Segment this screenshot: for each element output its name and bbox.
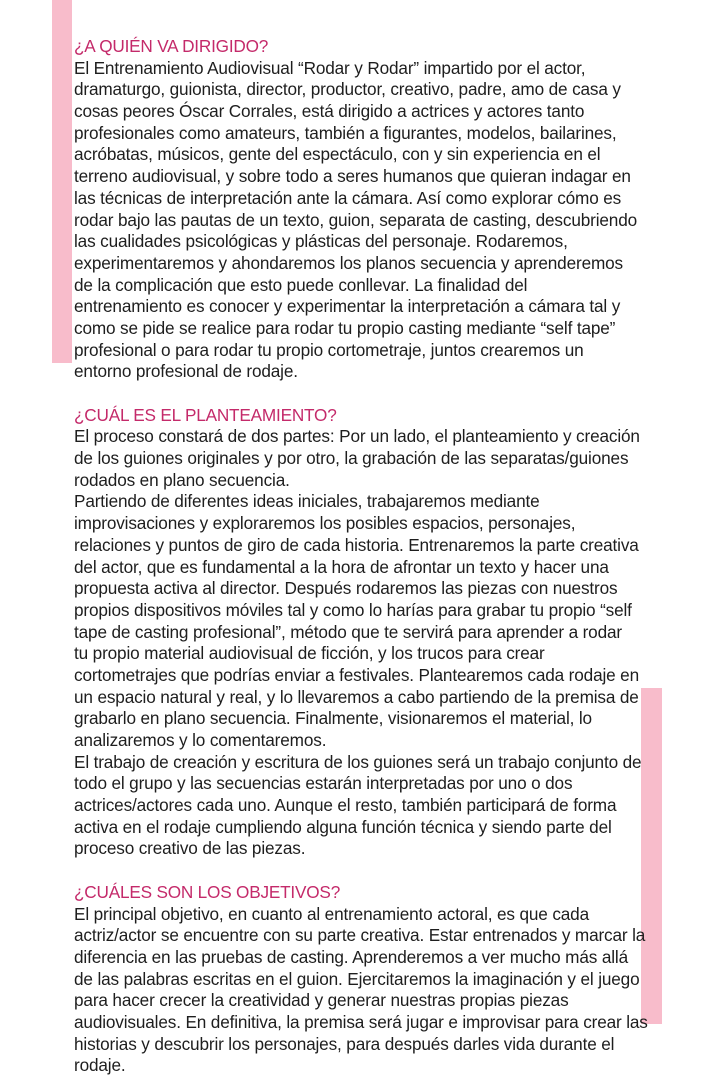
- section-heading: ¿A QUIÉN VA DIRIGIDO?: [74, 36, 269, 56]
- paragraph-line: proceso creativo de las piezas.: [74, 838, 306, 859]
- paragraph-line: cortometrajes que podrías enviar a festivales. Plantearemos cada rodaje en: [74, 664, 640, 685]
- section-heading: ¿CUÁLES SON LOS OBJETIVOS?: [74, 881, 341, 902]
- paragraph-line: las técnicas de interpretación ante la cámara. Así como explorar cómo es: [74, 187, 622, 208]
- paragraph-line: historias y descubrir los personajes, para después darles vida durante el: [74, 1033, 615, 1054]
- paragraph-line: grabarlo en plano secuencia. Finalmente, visionaremos el material, lo: [74, 708, 592, 729]
- paragraph-line: dramaturgo, guionista, director, productor, creativo, padre, amo de casa y: [74, 79, 621, 100]
- paragraph-line: cosas peores Óscar Corrales, está dirigido a actrices y actores tanto: [74, 101, 585, 122]
- decorative-pink-bar-left: [52, 0, 72, 363]
- section-2: [74, 405, 714, 860]
- paragraph-line: terreno audiovisual, y sobre todo a seres humanos que quieran indagar en: [74, 166, 631, 187]
- paragraph-line: profesional o para rodar tu propio cortometraje, juntos crearemos un: [74, 339, 584, 360]
- paragraph-line: rodar bajo las pautas de un texto, guion, separata de casting, descubriendo: [74, 209, 638, 230]
- section-spacer: [74, 383, 714, 405]
- paragraph-line: El trabajo de creación y escritura de los guiones será un trabajo conjunto de: [74, 751, 642, 772]
- paragraph-line: El proceso constará de dos partes: Por un lado, el planteamiento y creación: [74, 426, 640, 447]
- paragraph-line: un espacio natural y real, y lo llevaremos a cabo partiendo de la premisa de: [74, 686, 639, 707]
- paragraph-line: todo el grupo y las secuencias estarán interpretadas por uno o dos: [74, 773, 573, 794]
- paragraph-line: activa en el rodaje cumpliendo alguna función técnica y siendo parte del: [74, 816, 612, 837]
- paragraph-line: actrices/actores cada uno. Aunque el resto, también participará de forma: [74, 795, 617, 816]
- paragraph-line: analizaremos y lo comentaremos.: [74, 730, 327, 750]
- paragraph-line: El principal objetivo, en cuanto al entrenamiento actoral, es que cada: [74, 903, 590, 924]
- paragraph-line: para hacer crecer la creatividad y generar nuestras propias piezas: [74, 990, 569, 1011]
- paragraph-line: diferencia en las pruebas de casting. Aprenderemos a ver mucho más allá: [74, 946, 628, 967]
- section-1: [74, 36, 714, 383]
- paragraph-line: rodaje.: [74, 1055, 126, 1076]
- paragraph-line: propuesta activa al director. Después rodaremos las piezas con nuestros: [74, 578, 618, 599]
- paragraph-line: improvisaciones y exploraremos los posibles espacios, personajes,: [74, 513, 576, 534]
- paragraph-line: El Entrenamiento Audiovisual “Rodar y Rodar” impartido por el actor,: [74, 57, 586, 78]
- paragraph-line: relaciones y puntos de giro de cada historia. Entrenaremos la parte creativa: [74, 534, 639, 555]
- paragraph-line: tu propio material audiovisual de ficción, y los trucos para crear: [74, 643, 545, 664]
- paragraph-line: propios dispositivos móviles tal y como lo harías para grabar tu propio “self: [74, 599, 632, 620]
- paragraph-line: de las palabras escritas en el guion. Ejercitaremos la imaginación y el juego: [74, 968, 640, 989]
- paragraph-line: audiovisuales. En definitiva, la premisa será jugar e improvisar para crear las: [74, 1011, 648, 1032]
- paragraph-line: de los guiones originales y por otro, la grabación de las separatas/guiones: [74, 448, 629, 469]
- paragraph-line: del actor, que es fundamental a la hora de afrontar un texto y hacer una: [74, 556, 609, 577]
- paragraph-line: experimentaremos y ahondaremos los planos secuencia y aprenderemos: [74, 252, 623, 273]
- paragraph-line: actriz/actor se encuentre con su parte creativa. Estar entrenados y marcar la: [74, 925, 646, 946]
- paragraph-line: Partiendo de diferentes ideas iniciales, trabajaremos mediante: [74, 491, 540, 512]
- paragraph-line: profesionales como amateurs, también a figurantes, modelos, bailarines,: [74, 122, 617, 143]
- paragraph-line: tape de casting profesional”, método que te servirá para aprender a rodar: [74, 621, 622, 642]
- document-body: [74, 36, 714, 1077]
- paragraph-line: como se pide se realice para rodar tu propio casting mediante “self tape”: [74, 317, 616, 338]
- paragraph-line: entorno profesional de rodaje.: [74, 361, 298, 382]
- paragraph-line: entrenamiento es conocer y experimentar la interpretación a cámara tal y: [74, 296, 621, 317]
- paragraph-line: acróbatas, músicos, gente del espectáculo, con y sin experiencia en el: [74, 144, 601, 165]
- paragraph-line: las cualidades psicológicas y plásticas del personaje. Rodaremos,: [74, 231, 568, 252]
- section-3: [74, 882, 714, 1077]
- section-heading: ¿CUÁL ES EL PLANTEAMIENTO?: [74, 404, 337, 425]
- paragraph-line: rodados en plano secuencia.: [74, 469, 290, 490]
- paragraph-line: de la complicación que esto puede conllevar. La finalidad del: [74, 274, 528, 295]
- section-spacer: [74, 860, 714, 882]
